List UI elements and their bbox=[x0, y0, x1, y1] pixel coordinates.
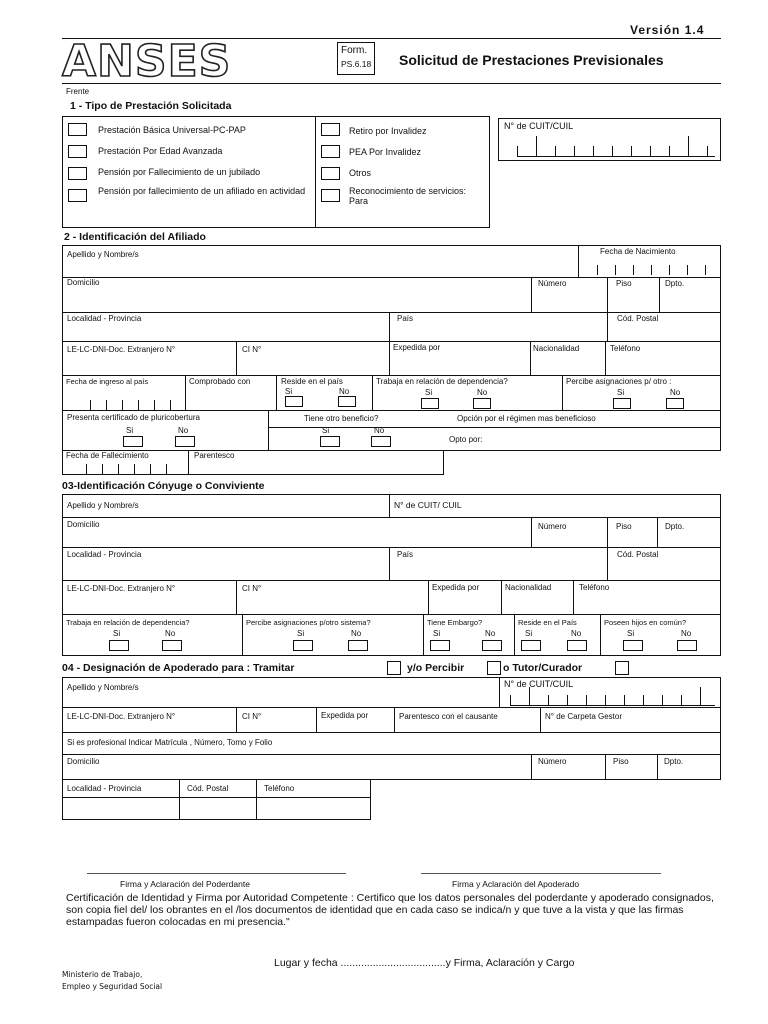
col-line bbox=[607, 517, 608, 547]
col-line bbox=[573, 580, 574, 614]
firma-apoderado-label: Firma y Aclaración del Apoderado bbox=[452, 879, 580, 889]
date-tick bbox=[102, 464, 103, 474]
col-line bbox=[501, 580, 502, 614]
date-tick bbox=[166, 464, 167, 474]
col-line bbox=[531, 517, 532, 547]
firma-apoderado-line[interactable] bbox=[421, 873, 661, 874]
col-line bbox=[605, 341, 606, 375]
cuit-tick bbox=[593, 146, 594, 156]
col-line bbox=[499, 677, 500, 707]
afiliado-cp-label: Cód. Postal bbox=[617, 314, 659, 323]
afiliado-numero-label: Número bbox=[538, 279, 567, 288]
afiliado-percibe-si[interactable] bbox=[613, 398, 631, 409]
col-line bbox=[657, 517, 658, 547]
no-label: No bbox=[681, 629, 692, 638]
afiliado-comprobado-label: Comprobado con bbox=[189, 377, 251, 386]
conyuge-embargo-no[interactable] bbox=[482, 640, 502, 651]
date-tick bbox=[615, 265, 616, 275]
col-line bbox=[657, 754, 658, 780]
afiliado-ci-label: CI N° bbox=[242, 345, 262, 354]
cuit-tick bbox=[669, 146, 670, 156]
col-line bbox=[372, 375, 373, 410]
afiliado-piso-label: Piso bbox=[616, 279, 632, 288]
date-tick bbox=[633, 265, 634, 275]
checkbox-pension-jubilado[interactable] bbox=[68, 167, 87, 180]
afiliado-pais-label: País bbox=[397, 314, 414, 323]
no-label: No bbox=[178, 426, 189, 435]
col-line bbox=[242, 614, 243, 656]
row-line bbox=[62, 410, 721, 411]
option-edad-avanzada: Prestación Por Edad Avanzada bbox=[98, 146, 223, 156]
afiliado-apellido-label: Apellido y Nombre/s bbox=[67, 250, 139, 259]
apoderado-localidad-label: Localidad - Provincia bbox=[67, 784, 142, 793]
conyuge-cp-label: Cód. Postal bbox=[617, 550, 659, 559]
row-line bbox=[62, 312, 721, 313]
page-title: Solicitud de Prestaciones Previsionales bbox=[399, 52, 664, 68]
col-line bbox=[540, 707, 541, 732]
conyuge-percibe-no[interactable] bbox=[348, 640, 368, 651]
cuit-tick bbox=[517, 146, 518, 156]
checkbox-percibir[interactable] bbox=[487, 661, 501, 675]
afiliado-nacionalidad-label: Nacionalidad bbox=[533, 344, 580, 353]
row-line bbox=[268, 427, 721, 428]
row-line bbox=[62, 580, 721, 581]
date-tick bbox=[90, 400, 91, 410]
conyuge-reside-no[interactable] bbox=[567, 640, 587, 651]
section-2-title: 2 - Identificación del Afiliado bbox=[64, 231, 206, 243]
col-line bbox=[389, 547, 390, 580]
cuit-tick bbox=[631, 146, 632, 156]
col-line bbox=[236, 341, 237, 375]
cuit-baseline-4 bbox=[510, 705, 715, 706]
col-line bbox=[394, 707, 395, 732]
col-line bbox=[256, 780, 257, 820]
conyuge-expedida-label: Expedida por bbox=[432, 583, 480, 592]
checkbox-otros[interactable] bbox=[321, 167, 340, 180]
afiliado-dpto-label: Dpto. bbox=[665, 279, 685, 288]
cuit-tick bbox=[624, 695, 625, 705]
cuit-tick bbox=[688, 136, 689, 156]
afiliado-percibe-no[interactable] bbox=[666, 398, 684, 409]
no-label: No bbox=[485, 629, 496, 638]
row-line bbox=[62, 707, 721, 708]
conyuge-trabaja-no[interactable] bbox=[162, 640, 182, 651]
percibir-label: y/o Percibir bbox=[407, 662, 465, 674]
apoderado-cp-label: Cód. Postal bbox=[187, 784, 229, 793]
conyuge-nacionalidad-label: Nacionalidad bbox=[505, 583, 552, 592]
afiliado-parentesco-label: Parentesco bbox=[194, 451, 235, 460]
no-label: No bbox=[670, 388, 681, 397]
afiliado-pluricobertura-label: Presenta certificado de pluricobertura bbox=[67, 413, 200, 422]
no-label: No bbox=[477, 388, 488, 397]
conyuge-piso-label: Piso bbox=[616, 522, 632, 531]
afiliado-opcion-label: Opción por el régimen mas beneficioso bbox=[457, 414, 596, 423]
col-line bbox=[607, 547, 608, 580]
afiliado-trabaja-label: Trabaja en relación de dependencia? bbox=[376, 377, 508, 386]
frente-label: Frente bbox=[66, 87, 90, 96]
si-label: Si bbox=[113, 629, 121, 638]
row-line bbox=[62, 614, 721, 615]
si-label: Si bbox=[322, 426, 330, 435]
col-line bbox=[605, 754, 606, 780]
firma-poderdante-label: Firma y Aclaración del Poderdante bbox=[120, 879, 250, 889]
col-line bbox=[607, 312, 608, 341]
cuit-tick bbox=[650, 146, 651, 156]
si-label: Si bbox=[617, 388, 625, 397]
option-otros: Otros bbox=[349, 168, 372, 178]
apoderado-numero-label: Número bbox=[538, 757, 567, 766]
afiliado-percibe-label: Percibe asignaciones p/ otro : bbox=[566, 377, 672, 386]
afiliado-trabaja-no[interactable] bbox=[473, 398, 491, 409]
checkbox-retiro-invalidez[interactable] bbox=[321, 123, 340, 136]
date-tick bbox=[154, 400, 155, 410]
afiliado-beneficio-si[interactable] bbox=[320, 436, 340, 447]
date-tick bbox=[597, 265, 598, 275]
cuit-tick bbox=[529, 687, 530, 705]
date-tick bbox=[669, 265, 670, 275]
col-line bbox=[530, 341, 531, 375]
conyuge-hijos-label: Poseen hijos en común? bbox=[604, 618, 687, 627]
option-pbu: Prestación Básica Universal-PC-PAP bbox=[98, 125, 246, 135]
si-label: Si bbox=[433, 629, 441, 638]
date-tick bbox=[86, 464, 87, 474]
checkbox-pbu[interactable] bbox=[68, 123, 87, 136]
apoderado-piso-label: Piso bbox=[613, 757, 629, 766]
col-line bbox=[389, 341, 390, 375]
conyuge-ci-label: CI N° bbox=[242, 584, 262, 593]
conyuge-apellido-label: Apellido y Nombre/s bbox=[67, 501, 139, 510]
date-tick bbox=[106, 400, 107, 410]
afiliado-doc-label: LE-LC-DNI-Doc. Extranjero N° bbox=[67, 345, 176, 354]
option-reconocimiento: Reconocimiento de servicios: Para bbox=[349, 186, 467, 207]
afiliado-fecha-ingreso-label: Fecha de ingreso al país bbox=[66, 377, 149, 386]
si-label: Si bbox=[425, 388, 433, 397]
row-line bbox=[62, 375, 721, 376]
date-tick bbox=[118, 464, 119, 474]
afiliado-pluricobertura-no[interactable] bbox=[175, 436, 195, 447]
tutor-label: o Tutor/Curador bbox=[503, 662, 583, 674]
col-line bbox=[659, 277, 660, 312]
col-line bbox=[179, 780, 180, 820]
certificacion-text: Certificación de Identidad y Firma por Autoridad Competente : Certifico que los datos personales del poderdante y apoderado consignados, son copia fiel del/ los obrantes en el /los documentos de identidad que en cada caso se indica/n y que tuve a la vista y que las firmas estampadas fueron colocadas en mi presencia." bbox=[66, 892, 714, 928]
afiliado-pluricobertura-si[interactable] bbox=[123, 436, 143, 447]
date-tick bbox=[122, 400, 123, 410]
afiliado-opto-label: Opto por: bbox=[449, 435, 483, 444]
apoderado-telefono-label: Teléfono bbox=[264, 784, 295, 793]
si-label: Si bbox=[285, 387, 293, 396]
option-pension-jubilado: Pensión por Fallecimiento de un jubilado bbox=[98, 167, 261, 177]
col-line bbox=[185, 375, 186, 410]
conyuge-numero-label: Número bbox=[538, 522, 567, 531]
cuit-tick bbox=[643, 695, 644, 705]
cuit-baseline-1 bbox=[517, 156, 715, 157]
conyuge-hijos-no[interactable] bbox=[677, 640, 697, 651]
si-label: Si bbox=[525, 629, 533, 638]
afiliado-reside-no[interactable] bbox=[338, 396, 356, 407]
row-line bbox=[62, 732, 721, 733]
section-4-title: 04 - Designación de Apoderado para : Tramitar bbox=[62, 662, 295, 674]
lugar-fecha-label: Lugar y fecha ....................................y Firma, Aclaración y Cargo bbox=[274, 957, 575, 969]
afiliado-domicilio-label: Domicilio bbox=[67, 278, 100, 287]
option-retiro-invalidez: Retiro por Invalidez bbox=[349, 126, 427, 136]
option-pension-afiliado: Pensión por fallecimiento de un afiliado en actividad bbox=[98, 186, 306, 196]
afiliado-localidad-label: Localidad - Provincia bbox=[67, 314, 142, 323]
col-line bbox=[578, 245, 579, 277]
date-tick bbox=[170, 400, 171, 410]
form-code: PS.6.18 bbox=[341, 59, 372, 69]
apoderado-ci-label: CI N° bbox=[242, 712, 262, 721]
ministerio-line-1: Ministerio de Trabajo, bbox=[62, 970, 143, 979]
si-label: Si bbox=[126, 426, 134, 435]
conyuge-doc-label: LE-LC-DNI-Doc. Extranjero N° bbox=[67, 584, 176, 593]
col-line bbox=[423, 614, 424, 656]
apoderado-apellido-label: Apellido y Nombre/s bbox=[67, 683, 139, 692]
col-line bbox=[389, 494, 390, 517]
afiliado-trabaja-si[interactable] bbox=[421, 398, 439, 409]
afiliado-expedida-label: Expedida por bbox=[393, 343, 441, 352]
row-line bbox=[62, 754, 721, 755]
cuit-tick bbox=[700, 687, 701, 705]
conyuge-domicilio-label: Domicilio bbox=[67, 520, 100, 529]
conyuge-pais-label: País bbox=[397, 550, 414, 559]
no-label: No bbox=[165, 629, 176, 638]
si-label: Si bbox=[627, 629, 635, 638]
cuit-tick bbox=[510, 695, 511, 705]
checkbox-tutor[interactable] bbox=[615, 661, 629, 675]
col-line bbox=[236, 707, 237, 732]
no-label: No bbox=[339, 387, 350, 396]
afiliado-reside-label: Reside en el país bbox=[281, 377, 343, 386]
cuit-tick bbox=[536, 136, 537, 156]
col-line bbox=[389, 312, 390, 341]
afiliado-telefono-label: Teléfono bbox=[610, 344, 641, 353]
cuit-tick bbox=[707, 146, 708, 156]
cuit-tick bbox=[567, 695, 568, 705]
conyuge-percibe-si[interactable] bbox=[293, 640, 313, 651]
cuit-tick bbox=[681, 695, 682, 705]
afiliado-reside-si[interactable] bbox=[285, 396, 303, 407]
date-tick bbox=[138, 400, 139, 410]
cuit-label-1: N° de CUIT/CUIL bbox=[504, 121, 574, 131]
form-label: Form. bbox=[341, 45, 368, 56]
date-tick bbox=[687, 265, 688, 275]
row-line bbox=[62, 341, 721, 342]
ministerio-line-2: Empleo y Seguridad Social bbox=[62, 982, 163, 991]
benefit-divider bbox=[315, 116, 316, 228]
conyuge-embargo-label: Tiene Embargo? bbox=[427, 618, 483, 627]
col-line bbox=[531, 277, 532, 312]
col-line bbox=[607, 277, 608, 312]
conyuge-telefono-label: Teléfono bbox=[579, 583, 610, 592]
col-line bbox=[600, 614, 601, 656]
conyuge-localidad-label: Localidad - Provincia bbox=[67, 550, 142, 559]
cuit-tick bbox=[586, 695, 587, 705]
no-label: No bbox=[374, 426, 385, 435]
firma-poderdante-line[interactable] bbox=[87, 873, 346, 874]
apoderado-carpeta-label: N° de Carpeta Gestor bbox=[545, 712, 623, 721]
date-tick bbox=[134, 464, 135, 474]
row-line bbox=[62, 547, 721, 548]
conyuge-dpto-label: Dpto. bbox=[665, 522, 685, 531]
col-line bbox=[514, 614, 515, 656]
apoderado-domicilio-label: Domicilio bbox=[67, 757, 100, 766]
cuit-tick bbox=[548, 695, 549, 705]
apoderado-expedida-label: Expedida por bbox=[321, 711, 369, 720]
row-line bbox=[62, 277, 721, 278]
afiliado-fecha-fallecimiento-label: Fecha de Fallecimiento bbox=[66, 451, 149, 460]
version-label: Versión 1.4 bbox=[630, 23, 705, 37]
apoderado-profesional-label: Si es profesional Indicar Matrícula , Número, Tomo y Folio bbox=[67, 738, 273, 747]
checkbox-tramitar[interactable] bbox=[387, 661, 401, 675]
conyuge-trabaja-si[interactable] bbox=[109, 640, 129, 651]
cuit-tick bbox=[555, 146, 556, 156]
conyuge-box bbox=[62, 494, 721, 656]
option-pea-invalidez: PEA Por Invalidez bbox=[349, 147, 422, 157]
no-label: No bbox=[351, 629, 362, 638]
cuit-tick bbox=[605, 695, 606, 705]
cuit-tick bbox=[662, 695, 663, 705]
si-label: Si bbox=[297, 629, 305, 638]
row-line bbox=[62, 517, 721, 518]
apoderado-doc-label: LE-LC-DNI-Doc. Extranjero N° bbox=[67, 712, 176, 721]
no-label: No bbox=[571, 629, 582, 638]
checkbox-pension-afiliado[interactable] bbox=[68, 189, 87, 202]
col-line bbox=[316, 707, 317, 732]
apoderado-parentesco-label: Parentesco con el causante bbox=[399, 712, 498, 721]
checkbox-pea-invalidez[interactable] bbox=[321, 145, 340, 158]
col-line bbox=[276, 375, 277, 410]
conyuge-percibe-label: Percibe asignaciones p/otro sistema? bbox=[246, 618, 371, 627]
afiliado-tiene-beneficio-label: Tiene otro beneficio? bbox=[304, 414, 379, 423]
cuit-tick bbox=[612, 146, 613, 156]
afiliado-fecha-nac-label: Fecha de Nacimiento bbox=[600, 247, 676, 256]
conyuge-reside-si[interactable] bbox=[521, 640, 541, 651]
header-bottom-rule bbox=[62, 83, 721, 84]
checkbox-reconocimiento[interactable] bbox=[321, 189, 340, 202]
apoderado-cuit-label: N° de CUIT/CUIL bbox=[504, 679, 574, 689]
conyuge-cuit-label: N° de CUIT/ CUIL bbox=[394, 500, 462, 510]
cuit-tick bbox=[574, 146, 575, 156]
col-line bbox=[428, 580, 429, 614]
afiliado-beneficio-no[interactable] bbox=[371, 436, 391, 447]
checkbox-edad-avanzada[interactable] bbox=[68, 145, 87, 158]
conyuge-trabaja-label: Trabaja en relación de dependencia? bbox=[66, 618, 190, 627]
anses-logo: ANSES bbox=[62, 36, 232, 87]
conyuge-hijos-si[interactable] bbox=[623, 640, 643, 651]
col-line bbox=[236, 580, 237, 614]
col-line bbox=[188, 451, 189, 475]
col-line bbox=[268, 410, 269, 451]
conyuge-reside-label: Reside en el País bbox=[518, 618, 577, 627]
row-line bbox=[62, 797, 371, 798]
date-tick bbox=[705, 265, 706, 275]
section-3-title: 03-Identificación Cónyuge o Conviviente bbox=[62, 480, 265, 492]
date-tick bbox=[150, 464, 151, 474]
apoderado-dpto-label: Dpto. bbox=[664, 757, 684, 766]
conyuge-embargo-si[interactable] bbox=[430, 640, 450, 651]
col-line bbox=[531, 754, 532, 780]
col-line bbox=[562, 375, 563, 410]
section-1-title: 1 - Tipo de Prestación Solicitada bbox=[70, 100, 232, 112]
date-tick bbox=[651, 265, 652, 275]
